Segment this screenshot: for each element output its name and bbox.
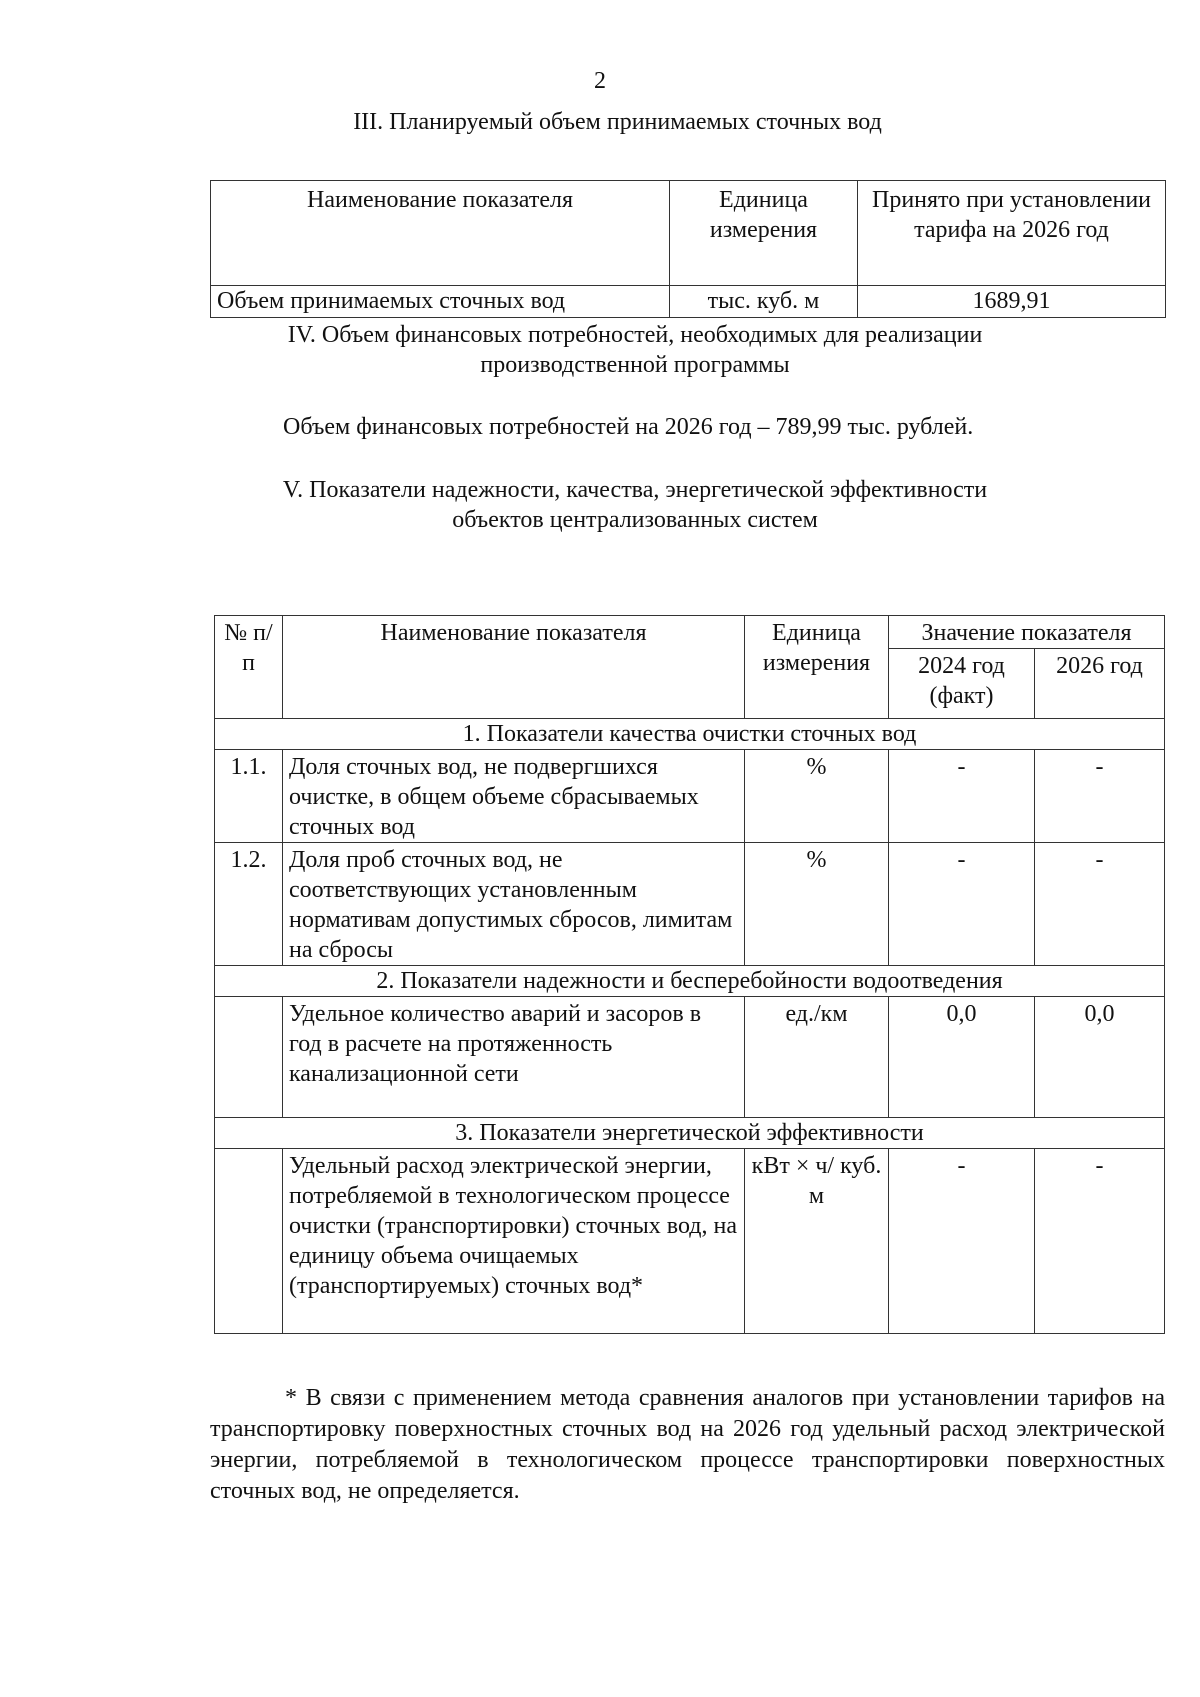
row-value: 1689,91 [858,286,1166,318]
group-title-row [215,1118,1165,1149]
footnote: * В связи с применением метода сравнения аналогов при установлении тарифов на транспортировку поверхностных сточных вод на 2026 год удельный расход электрической энергии, потребляемой в технологическом процессе транспортировки поверхностных сточных вод, не определяется. [210,1385,1165,1504]
table-header-row [211,181,1166,286]
table-row [215,997,1165,1118]
row-name: Удельное количество аварий и засоров в год в расчете на протяженность канализационной сети [283,997,745,1118]
row-name: Доля проб сточных вод, не соответствующих установленным нормативам допустимых сбросов, лимитам на сбросы [283,843,745,966]
row-value-2026: 0,0 [1035,997,1165,1118]
group-title-row [215,966,1165,997]
group-title: 2. Показатели надежности и бесперебойности водоотведения [215,966,1165,997]
row-unit: % [745,750,889,843]
header-unit: Единица измерения [745,616,889,719]
header-value: Значение показателя [889,616,1165,649]
row-value-2026: - [1035,1149,1165,1334]
row-name: Доля сточных вод, не подвергшихся очистке, в общем объеме сбрасываемых сточных вод [283,750,745,843]
section4-title: IV. Объем финансовых потребностей, необходимых для реализации производственной программы [287,322,983,378]
row-num [215,997,283,1118]
row-num [215,1149,283,1334]
indicators-table [214,615,1165,1334]
planned-volume-table [210,180,1166,318]
header-accepted-value: Принято при установлении тарифа на 2026 год [858,181,1166,286]
row-unit: кВт × ч/ куб. м [745,1149,889,1334]
table-row [211,286,1166,318]
header-num: № п/п [215,616,283,719]
row-value-2026: - [1035,750,1165,843]
row-value-2024: 0,0 [889,997,1035,1118]
section3-title: III. Планируемый объем принимаемых сточных вод [353,109,882,135]
row-name: Удельный расход электрической энергии, потребляемой в технологическом процессе очистки (транспортировки) сточных вод, на единицу объема очищаемых (транспортируемых) сточных вод* [283,1149,745,1334]
section5-title: V. Показатели надежности, качества, энергетической эффективности объектов централизованных систем [282,477,988,533]
group-title-row [215,719,1165,750]
row-unit: % [745,843,889,966]
table-row [215,1149,1165,1334]
row-value-2026: - [1035,843,1165,966]
header-year-2026: 2026 год [1035,649,1165,719]
table-row [215,843,1165,966]
page-number: 2 [594,68,606,94]
group-title: 1. Показатели качества очистки сточных вод [215,719,1165,750]
row-value-2024: - [889,750,1035,843]
financial-needs-text: Объем финансовых потребностей на 2026 год – 789,99 тыс. рублей. [283,414,974,440]
row-num: 1.1. [215,750,283,843]
table-row [215,750,1165,843]
header-indicator-name: Наименование показателя [283,616,745,719]
table-header-row [215,616,1165,649]
row-value-2024: - [889,1149,1035,1334]
header-year-2024: 2024 год (факт) [889,649,1035,719]
row-num: 1.2. [215,843,283,966]
row-unit: ед./км [745,997,889,1118]
header-unit: Единица измерения [670,181,858,286]
row-name: Объем принимаемых сточных вод [211,286,670,318]
row-unit: тыс. куб. м [670,286,858,318]
row-value-2024: - [889,843,1035,966]
group-title: 3. Показатели энергетической эффективности [215,1118,1165,1149]
header-indicator-name: Наименование показателя [211,181,670,286]
